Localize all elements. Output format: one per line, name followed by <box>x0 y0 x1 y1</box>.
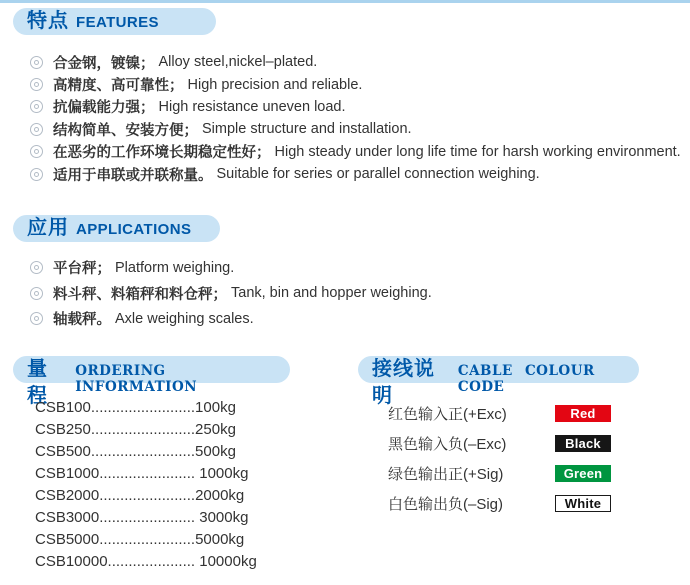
black-colour-badge: Black <box>555 435 611 452</box>
ring-bullet-inner <box>34 265 39 270</box>
feature-text-en: High precision and reliable. <box>187 76 363 93</box>
red-colour-badge: Red <box>555 405 611 422</box>
ordering-row: CSB500.........................500kg <box>35 442 236 460</box>
application-text-cn: 轴载秤。 <box>53 312 111 329</box>
features-title-en: FEATURES <box>76 14 159 31</box>
cable-header <box>358 356 639 407</box>
feature-item <box>30 73 685 95</box>
ordering-row: CSB10000..................... 10000kg <box>35 553 257 571</box>
ordering-row: CSB1000....................... 1000kg <box>35 464 249 482</box>
applications-title-en: APPLICATIONS <box>76 221 192 238</box>
ordering-row: CSB2000.......................2000kg <box>35 486 245 504</box>
ring-bullet-inner <box>34 82 39 87</box>
ring-bullet-inner <box>34 104 39 109</box>
application-text-en: Platform weighing. <box>115 259 235 276</box>
ring-bullet-inner <box>34 149 39 154</box>
ordering-title-cn: 量程 <box>27 358 48 407</box>
feature-text-en: High resistance uneven load. <box>158 98 346 115</box>
application-text-cn: 料斗秤、料箱秤和料仓秤； <box>53 286 227 303</box>
cable-colour-list <box>388 398 648 519</box>
cable-label: 白色输出负(–Sig) <box>388 496 504 514</box>
ordering-row: CSB250.........................250kg <box>35 420 236 438</box>
top-rule <box>0 0 690 3</box>
cable-row <box>388 428 648 458</box>
ordering-row: CSB5000.......................5000kg <box>35 531 245 549</box>
cable-row <box>388 398 648 428</box>
ring-bullet-icon <box>30 56 43 69</box>
application-text-en: Axle weighing scales. <box>115 310 254 327</box>
ring-bullet-inner <box>34 60 39 65</box>
application-item <box>30 306 630 332</box>
feature-item <box>30 163 685 185</box>
ordering-title-en: ORDERING INFORMATION <box>75 363 198 395</box>
ring-bullet-icon <box>30 145 43 158</box>
application-text-en: Tank, bin and hopper weighing. <box>231 285 432 302</box>
application-item <box>30 255 630 281</box>
ring-bullet-inner <box>34 316 39 321</box>
feature-text-en: High steady under long life time for harsh working environment. <box>274 143 681 160</box>
ring-bullet-icon <box>30 312 43 325</box>
white-colour-badge: White <box>555 495 611 512</box>
feature-text-cn: 适用于串联或并联称量。 <box>53 167 213 184</box>
ring-bullet-icon <box>30 168 43 181</box>
feature-text-cn: 合金钢，镀镍； <box>53 55 155 72</box>
feature-text-en: Alloy steel,nickel–plated. <box>158 54 318 71</box>
feature-text-cn: 抗偏载能力强； <box>53 100 155 117</box>
ring-bullet-icon <box>30 261 43 274</box>
cable-title-en: CABLE COLOUR CODE <box>457 363 595 395</box>
features-header <box>13 8 216 35</box>
ring-bullet-icon <box>30 123 43 136</box>
ring-bullet-icon <box>30 287 43 300</box>
ring-bullet-icon <box>30 78 43 91</box>
application-item <box>30 281 630 307</box>
applications-list <box>30 255 630 332</box>
feature-text-cn: 高精度、高可靠性； <box>53 78 184 95</box>
cable-label: 红色输入正(+Exc) <box>388 405 507 423</box>
ordering-row: CSB100.........................100kg <box>35 398 236 416</box>
applications-title-cn: 应用 <box>27 217 69 239</box>
cable-label: 绿色输出正(+Sig) <box>388 465 504 483</box>
cable-title-cn: 接线说明 <box>372 358 435 407</box>
feature-item <box>30 96 685 118</box>
ring-bullet-icon <box>30 100 43 113</box>
feature-text-cn: 结构简单、安装方便； <box>53 122 198 139</box>
green-colour-badge: Green <box>555 465 611 482</box>
cable-row <box>388 458 648 488</box>
ring-bullet-inner <box>34 291 39 296</box>
features-list <box>30 51 685 185</box>
ordering-row: CSB3000....................... 3000kg <box>35 509 249 527</box>
ordering-list <box>35 396 257 573</box>
feature-item <box>30 118 685 140</box>
ring-bullet-inner <box>34 127 39 132</box>
feature-item <box>30 51 685 73</box>
application-text-cn: 平台秤； <box>53 261 111 278</box>
feature-text-en: Simple structure and installation. <box>202 121 412 138</box>
cable-row <box>388 489 648 519</box>
ring-bullet-inner <box>34 172 39 177</box>
feature-text-en: Suitable for series or parallel connection weighing. <box>216 166 540 183</box>
feature-item <box>30 141 685 163</box>
feature-text-cn: 在恶劣的工作环境长期稳定性好； <box>53 145 271 162</box>
cable-label: 黑色输入负(–Exc) <box>388 435 507 453</box>
features-title-cn: 特点 <box>27 10 69 32</box>
applications-header <box>13 215 220 242</box>
